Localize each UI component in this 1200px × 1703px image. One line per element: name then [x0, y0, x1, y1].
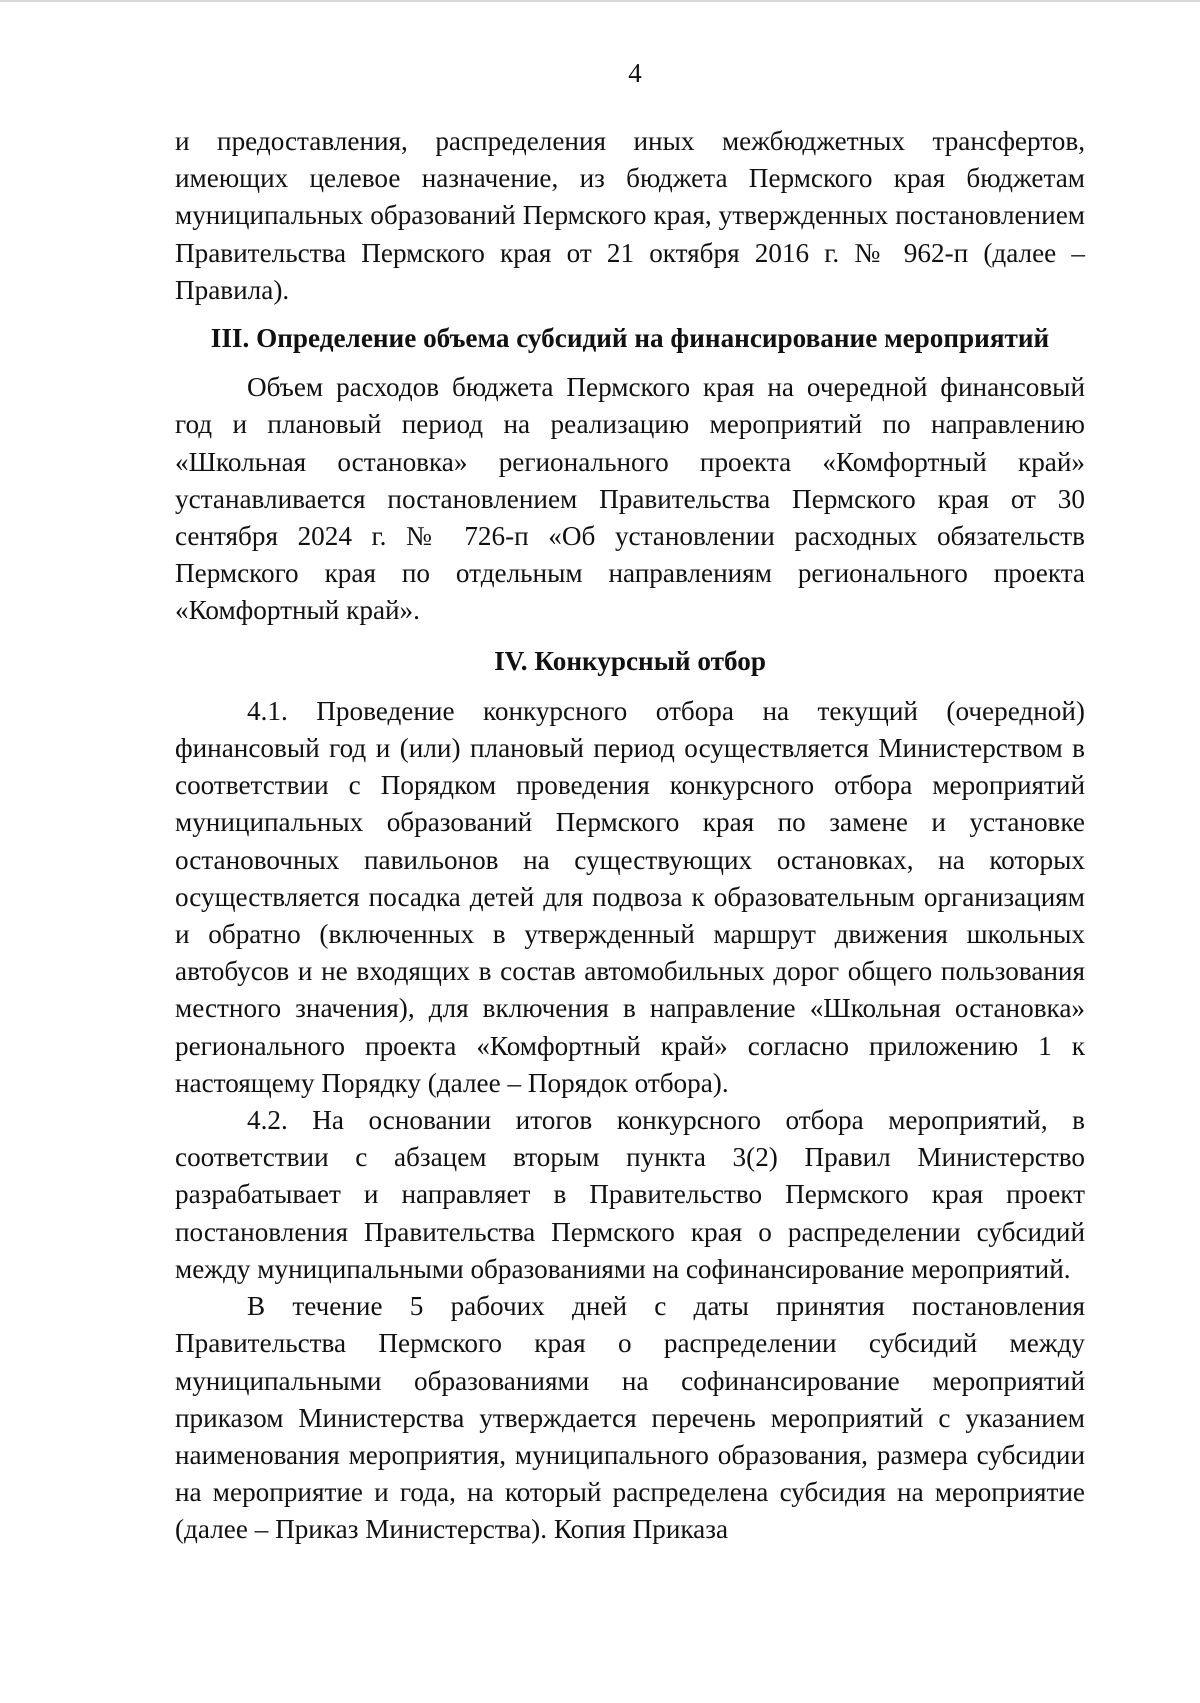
clause-4-2-paragraph: 4.2. На основании итогов конкурсного отбора мероприятий, в соответствии с абзацем вторым пункта 3(2) Правил Министерство разрабатывает и направляет в Правительство Пермского края проект постановления Правительства Пермского края о распределении субсидий между муниципальными образованиями на софинансирование мероприятий.	[175, 1105, 1085, 1284]
clause-4-2-second-paragraph: В течение 5 рабочих дней с даты принятия постановления Правительства Пермского края о распределении субсидий между муниципальными образованиями на софинансирование мероприятий приказом Министерства утверждается перечень мероприятий с указанием наименования мероприятия, муниципального образования, размера субсидии на мероприятие и года, на который распределена субсидия на мероприятие (далее – Приказ Министерства). Копия Приказа	[175, 1291, 1085, 1545]
section-3-heading: III. Определение объема субсидий на финансирование мероприятий	[210, 323, 1050, 354]
section-3-paragraph: Объем расходов бюджета Пермского края на очередной финансовый год и плановый период на реализацию мероприятий по направлению «Школьная остановка» регионального проекта «Комфортный край» устанавливается постановлением Правительства Пермского края от 30 сентября 2024 г. № 726-п «Об установлении расходных обязательств Пермского края по отдельным направлениям регионального проекта «Комфортный край».	[175, 372, 1085, 626]
document-body	[175, 123, 1085, 1549]
page-number: 4	[628, 58, 642, 88]
section-4-heading: IV. Конкурсный отбор	[494, 645, 766, 676]
intro-paragraph: и предоставления, распределения иных межбюджетных трансфертов, имеющих целевое назначение, из бюджета Пермского края бюджетам муниципальных образований Пермского края, утвержденных постановлением Правительства Пермского края от 21 октября 2016 г. № 962-п (далее – Правила).	[175, 126, 1085, 305]
page-top-edge	[0, 0, 1200, 2]
clause-4-1-paragraph: 4.1. Проведение конкурсного отбора на текущий (очередной) финансовый год и (или) плановый период осуществляется Министерством в соответствии с Порядком проведения конкурсного отбора мероприятий муниципальных образований Пермского края по замене и установке остановочных павильонов на существующих остановках, на которых осуществляется посадка детей для подвоза к образовательным организациям и обратно (включенных в утвержденный маршрут движения школьных автобусов и не входящих в состав автомобильных дорог общего пользования местного значения), для включения в направление «Школьная остановка» регионального проекта «Комфортный край» согласно приложению 1 к настоящему Порядку (далее – Порядок отбора).	[175, 695, 1085, 1098]
